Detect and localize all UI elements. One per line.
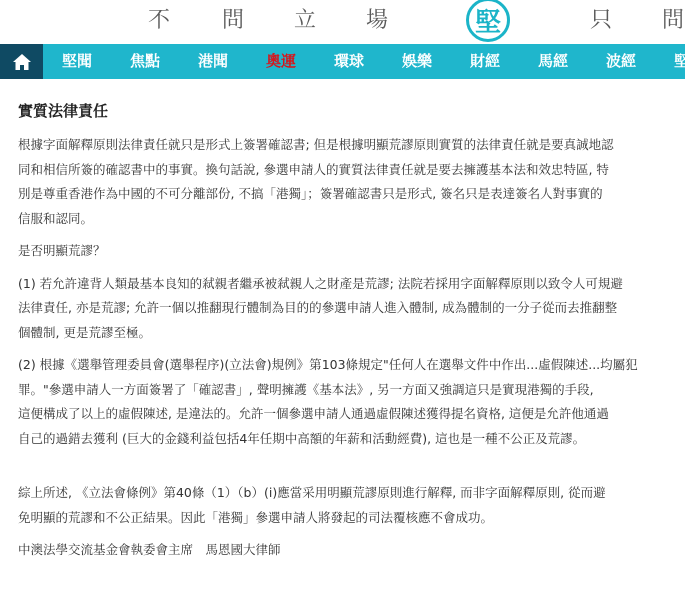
author-signature: 中澳法學交流基金會執委會主席 馬恩國大律師 — [18, 542, 281, 557]
masthead-char: 不 — [148, 8, 171, 33]
paragraph: 是否明顯荒謬？ — [18, 243, 106, 258]
paragraph: (2) 根據《選舉管理委員會(選舉程序)(立法會)規例》第103條規定"任何人在選舉文件中作出...虛假陳述...均屬犯 罪。"參選申請人一方面簽署了「確認書」, 聲明擁護《基本法》, 另一方面又強調這只是實現港獨的手段, 這便構成了以上的虛假陳述, 是違法的。允許一個參選申請人通過虛假陳述獲得提名資格, 這便是允許他通過 自己的過錯去獲利 (巨大的金錢利益包括4年任期中高額的年薪和活動經費), 這也是一種不公正及荒謬。 — [18, 357, 638, 446]
paragraph: (1) 若允許違背人類最基本良知的弒親者繼承被弒親人之財產是荒謬; 法院若採用字面解釋原則以致令人可規避 法律責任, 亦是荒謬; 允許一個以推翻現行體制為目的的參選申請人進入體制, 成為體制的一分子從而去推翻整 個體制, 更是荒謬至極。 — [18, 275, 623, 340]
nav-item-more[interactable]: 堅 — [674, 52, 689, 70]
masthead-char: 只 — [590, 8, 613, 33]
nav-item-entertainment[interactable]: 娛樂 — [402, 52, 433, 70]
nav-item-jianwen[interactable]: 堅聞 — [62, 52, 93, 70]
paragraph: 綜上所述, 《立法會條例》第40條（1）（b）(i)應當采用明顯荒謬原則進行解釋, 而非字面解釋原則, 從而避 免明顯的荒謬和不公正結果。因此「港獨」參選申請人將發起的司法覆核應不會成功。 — [18, 485, 606, 525]
site-logo[interactable] — [466, 0, 510, 42]
masthead-char: 立 — [294, 8, 317, 33]
masthead-char: 問 — [222, 8, 245, 33]
nav-item-focus[interactable]: 焦點 — [130, 52, 161, 70]
main-nav — [0, 44, 689, 79]
nav-item-football[interactable]: 波經 — [606, 52, 637, 70]
spacer — [18, 459, 670, 481]
home-button[interactable] — [0, 44, 43, 79]
masthead — [0, 0, 685, 44]
article-body — [18, 100, 670, 571]
masthead-char: 問 — [662, 8, 685, 33]
nav-item-finance[interactable]: 財經 — [470, 52, 501, 70]
nav-item-olympics[interactable]: 奧運 — [266, 52, 297, 70]
nav-item-local-news[interactable]: 港聞 — [198, 52, 229, 70]
section-title: 實質法律責任 — [18, 102, 109, 120]
masthead-char: 場 — [366, 8, 389, 33]
nav-item-horse-racing[interactable]: 馬經 — [538, 52, 569, 70]
logo-char: 堅 — [474, 7, 501, 38]
paragraph: 根據字面解釋原則法律責任就只是形式上簽署確認書; 但是根據明顯荒謬原則實質的法律責任就是要真誠地認 同和相信所簽的確認書中的事實。換句話說, 參選申請人的實質法律責任就是要去擁護基本法和效忠特區, 特 別是尊重香港作為中國的不可分離部份, 不搞「港獨」；簽署確認書只是形式, 簽名只是表達簽名人對事實的 信服和認同。 — [18, 137, 614, 226]
home-icon — [12, 53, 32, 71]
nav-item-world[interactable]: 環球 — [334, 52, 365, 70]
